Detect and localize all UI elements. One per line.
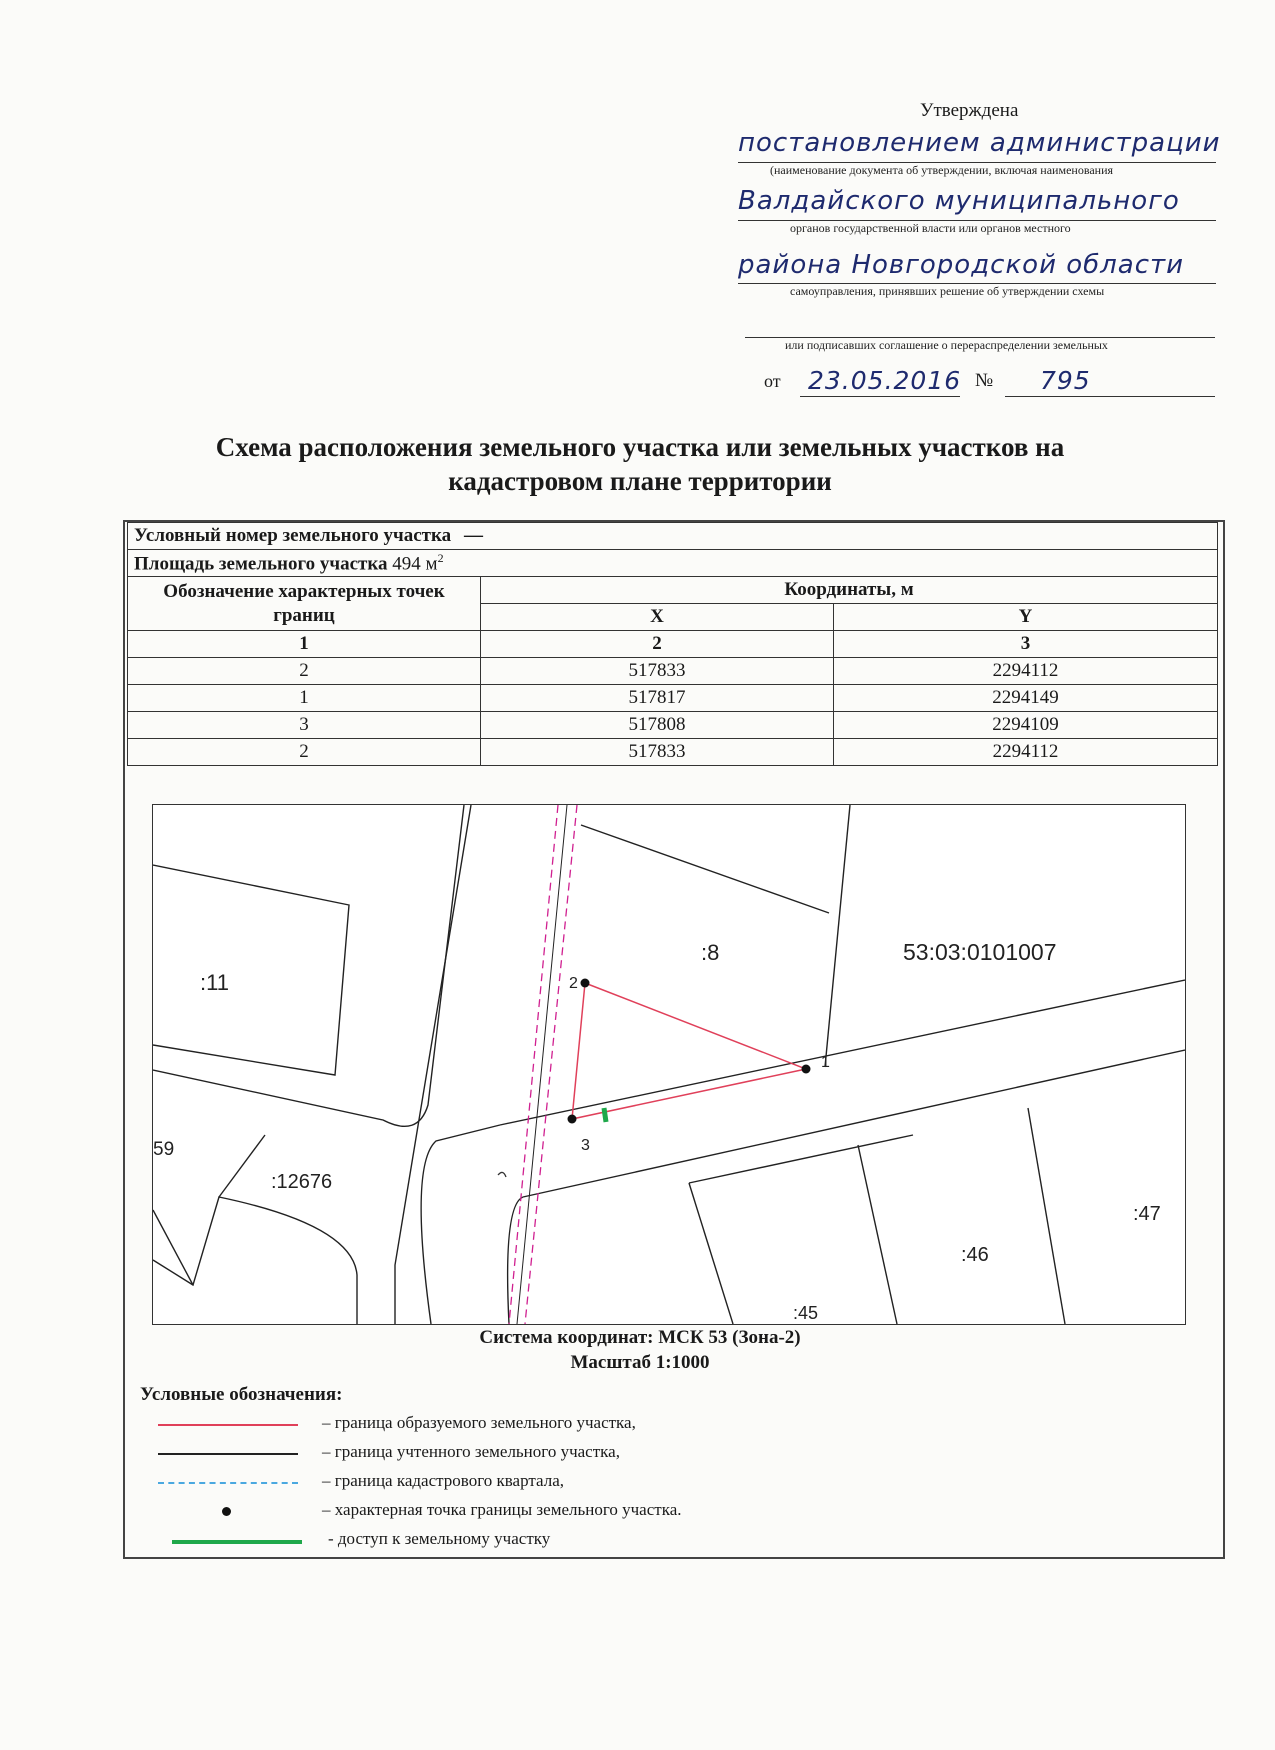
label-parcel-59: 59 (153, 1139, 175, 1160)
parcel-45-left (689, 1183, 733, 1324)
caption-line-2: органов государственной власти или органов местного (790, 221, 1071, 235)
map-labels (153, 939, 1161, 1323)
header-row-1 (128, 577, 1218, 604)
cadastral-map (152, 804, 1186, 1325)
caption-line-1: (наименование документа об утверждении, включая наименования (770, 163, 1114, 177)
column-number-row (128, 631, 1218, 658)
label-parcel-11: :11 (200, 970, 229, 995)
col-y-header: Y (834, 604, 1218, 631)
from-label: от (764, 371, 781, 391)
legend-item-access (150, 1528, 850, 1552)
caption-line-4: или подписавших соглашение о перераспределении земельных (785, 338, 1108, 352)
legend-text: – граница образуемого земельного участка, (322, 1413, 636, 1432)
coordinates-table (127, 522, 1218, 766)
col-coords-header: Координаты, м (481, 577, 1218, 604)
legend-title: Условные обозначения: (140, 1384, 343, 1405)
label-point-2: 2 (569, 975, 578, 992)
row-y: 2294112 (834, 658, 1218, 685)
row-point: 2 (128, 658, 481, 685)
parcel-8-top (581, 825, 829, 913)
row-x: 517808 (481, 712, 834, 739)
handwritten-document-name: постановлением администрации (738, 128, 1221, 158)
col-num-1: 1 (128, 631, 481, 658)
area-cell (128, 550, 1218, 577)
date-line (800, 396, 960, 397)
existing-boundaries (153, 805, 1185, 1324)
approval-date: 23.05.2016 (808, 366, 962, 395)
plot-number-row (128, 523, 1218, 550)
parcel-45-top (689, 1135, 913, 1183)
parcel-12676-bottom (153, 1197, 357, 1324)
handwritten-authority-2: района Новгородской области (738, 250, 1185, 280)
point-2-marker (581, 979, 590, 988)
row-x: 517817 (481, 685, 834, 712)
road-axis-line (517, 805, 567, 1324)
road-edge-south (523, 1050, 1185, 1197)
new-parcel-boundary (572, 983, 806, 1119)
legend-item-quarter-boundary (150, 1470, 850, 1494)
approved-label: Утверждена (920, 100, 1019, 121)
legend-text: – граница кадастрового квартала, (322, 1471, 564, 1490)
quarter-boundary (509, 805, 577, 1324)
point-3-marker (568, 1115, 577, 1124)
area-unit-superscript: 2 (437, 550, 444, 565)
area-label: Площадь земельного участка (134, 553, 388, 575)
row-y: 2294112 (834, 739, 1218, 766)
parcel-59-divider (219, 1135, 265, 1197)
table-row (128, 658, 1218, 685)
row-point: 1 (128, 685, 481, 712)
label-quarter-number: 53:03:0101007 (903, 939, 1057, 965)
point-1-marker (802, 1065, 811, 1074)
label-parcel-47: :47 (1133, 1203, 1161, 1225)
table-row (128, 739, 1218, 766)
plot-number-value: — (463, 525, 483, 546)
col-num-3: 3 (834, 631, 1218, 658)
map-canvas (153, 805, 1185, 1324)
legend-symbol-red-line (158, 1424, 298, 1426)
row-x: 517833 (481, 658, 834, 685)
title-line-1: Схема расположения земельного участка или земельных участков на (215, 432, 1065, 462)
parcel-12676-top (153, 805, 464, 1126)
legend-item-existing-boundary (150, 1441, 850, 1465)
road-edge-north (500, 980, 1185, 1125)
parcel-11-boundary (153, 865, 349, 1075)
handwritten-authority-1: Валдайского муниципального (738, 186, 1180, 216)
row-y: 2294109 (834, 712, 1218, 739)
access-marker (604, 1108, 606, 1122)
page-title (140, 430, 1140, 498)
area-row (128, 550, 1218, 577)
row-y: 2294149 (834, 685, 1218, 712)
plot-number-cell (128, 523, 1218, 550)
label-parcel-45: :45 (793, 1303, 819, 1323)
legend-text: - доступ к земельному участку (328, 1529, 551, 1548)
label-parcel-12676: :12676 (271, 1171, 333, 1193)
table-row (128, 712, 1218, 739)
row-point: 3 (128, 712, 481, 739)
col-points-header: Обозначение характерных точек границ (128, 577, 481, 631)
road-curve-west (421, 1125, 500, 1324)
caption-line-3: самоуправления, принявших решение об утверждении схемы (790, 284, 1105, 298)
title-line-2: кадастровом плане территории (448, 466, 832, 496)
row-point: 2 (128, 739, 481, 766)
number-label: № (975, 370, 994, 391)
parcel-8-right (825, 805, 850, 1067)
parcel-46-left (858, 1145, 897, 1324)
legend-text: – граница учтенного земельного участка, (322, 1442, 620, 1461)
map-scale: Масштаб 1:1000 (570, 1352, 710, 1373)
legend-symbol-green-line (172, 1540, 302, 1544)
col-num-2: 2 (481, 631, 834, 658)
label-parcel-46: :46 (961, 1244, 989, 1266)
coordinate-system: Система координат: МСК 53 (Зона-2) (479, 1327, 801, 1348)
legend-text: – характерная точка границы земельного участка. (322, 1500, 682, 1519)
legend-item-new-boundary (150, 1412, 850, 1436)
col-x-header: X (481, 604, 834, 631)
road-axis (517, 805, 567, 1324)
legend-symbol-dot (222, 1507, 231, 1516)
legend-symbol-black-line (158, 1453, 298, 1455)
row-x: 517833 (481, 739, 834, 766)
map-mark (498, 1172, 506, 1177)
table-row (128, 685, 1218, 712)
label-parcel-8: :8 (701, 940, 720, 965)
legend-symbol-dashed-line (158, 1482, 298, 1484)
label-point-3: 3 (581, 1137, 590, 1154)
label-point-1: 1 (821, 1054, 830, 1071)
number-line (1005, 396, 1215, 397)
legend-item-point (150, 1499, 850, 1523)
plot-number-label: Условный номер земельного участка (134, 525, 452, 546)
approval-number: 795 (1040, 366, 1091, 395)
area-value: 494 м (392, 553, 438, 575)
parcel-59-bottom (153, 1210, 193, 1285)
parcel-47-left (1028, 1108, 1065, 1324)
